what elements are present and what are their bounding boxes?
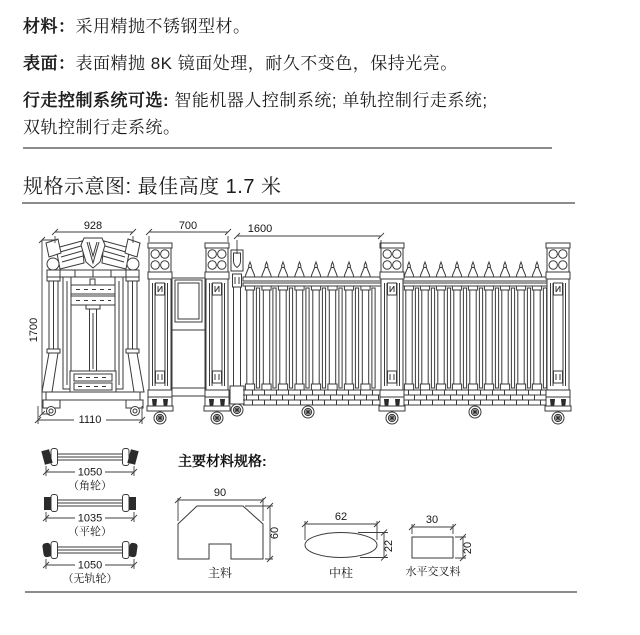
axle-trackless-label: （无轨轮） (62, 573, 118, 585)
main-profile-width: 90 (213, 487, 227, 499)
wheel-axle-trackless (42, 542, 138, 586)
material-main-profile (175, 487, 281, 580)
gate-diagram (0, 208, 640, 600)
main-profile-name: 主料 (207, 566, 233, 580)
spec-material-label: 材料： (23, 17, 76, 36)
fence-section-2 (403, 262, 547, 418)
dim-label-1600: 1600 (247, 223, 273, 235)
dimension-700 (146, 220, 231, 242)
main-profile-height: 60 (269, 526, 281, 540)
spec-material-value: 采用精抛不锈钢型材。 (75, 17, 251, 36)
fence-end-pillar (545, 243, 571, 424)
dim-label-928: 928 (83, 220, 103, 232)
axle-corner-dim: 1050 (77, 466, 103, 479)
material-center-column (302, 511, 395, 580)
cross-bar-width: 30 (425, 514, 439, 526)
section-title: 规格示意图: 最佳高度 1.7 米 (23, 176, 282, 198)
spec-line-material (23, 12, 251, 37)
spec-surface-label: 表面： (23, 54, 76, 73)
dim-label-700: 700 (178, 220, 198, 232)
fence-drawing (243, 243, 571, 424)
dim-label-1700: 1700 (28, 317, 40, 343)
cross-bar-height: 20 (462, 541, 474, 555)
wheel-axle-flat (43, 495, 137, 539)
dimension-1600 (234, 223, 384, 254)
fence-middle-pillar (379, 243, 405, 424)
machine-head-drawing (42, 238, 144, 416)
center-column-height: 22 (383, 539, 395, 553)
spec-control-value: 智能机器人控制系统; 单轨控制行走系统; (174, 91, 488, 110)
axle-flat-dim: 1035 (77, 512, 103, 525)
spec-line-control-2: 双轨控制行走系统。 (23, 118, 181, 137)
materials-heading: 主要材料规格: (178, 453, 267, 469)
connector-post (230, 250, 244, 416)
axle-corner-label: （角轮） (68, 480, 112, 492)
dim-label-1110: 1110 (78, 414, 102, 426)
center-column-width: 62 (334, 511, 348, 523)
center-column-name: 中柱 (328, 566, 354, 580)
spec-surface-value: 表面精抛 8K 镜面处理，耐久不变色，保持光亮。 (75, 54, 458, 73)
material-cross-bar (406, 514, 475, 578)
spec-line-surface (23, 49, 458, 74)
divider-title (22, 202, 575, 204)
axle-trackless-dim: 1050 (77, 559, 103, 572)
gate-posts-drawing (147, 243, 244, 424)
gate-post-left (147, 243, 173, 424)
cross-bar-name: 水平交叉料 (405, 566, 461, 578)
wheel-axle-corner (41, 449, 138, 493)
gate-post-right (204, 243, 230, 424)
fence-section-1 (243, 262, 381, 418)
axle-flat-label: （平轮） (68, 526, 112, 538)
divider-top (23, 147, 552, 149)
spec-control-label: 行走控制系统可选: (23, 91, 175, 110)
spec-line-control (23, 86, 488, 111)
